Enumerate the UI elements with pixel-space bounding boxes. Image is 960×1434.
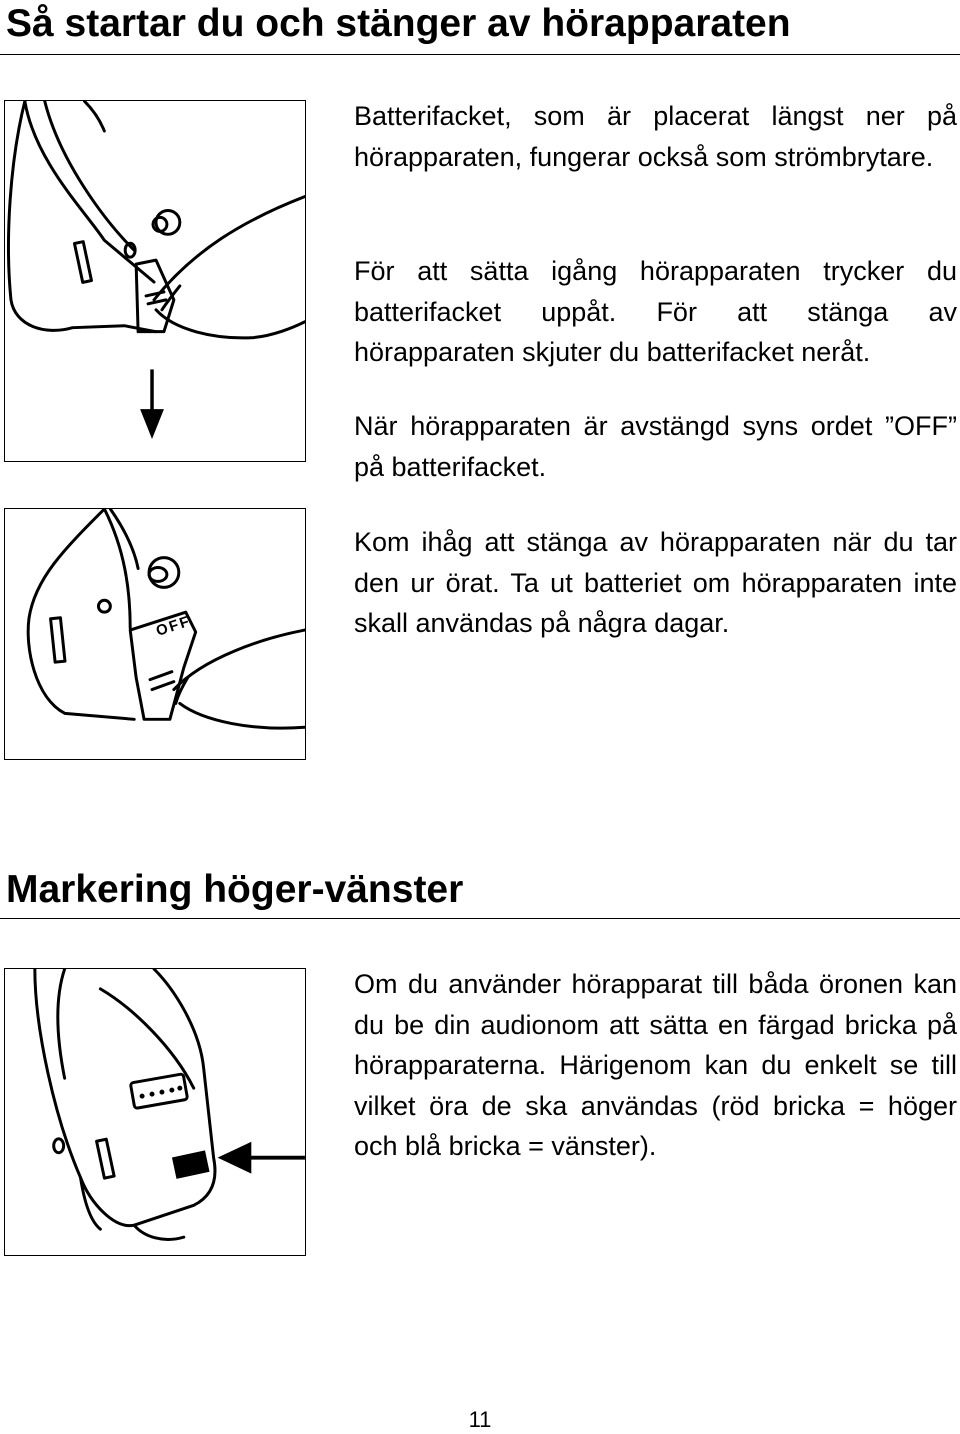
paragraph-battery-door-switch: Batterifacket, som är placerat längst ner på hörapparaten, fungerar också som strömbrytare. — [354, 101, 957, 172]
screw-icon — [98, 600, 110, 612]
screw-icon — [54, 1139, 64, 1153]
section-heading-on-off: Så startar du och stänger av hörapparaten — [6, 2, 791, 45]
paragraph-remember-turn-off: Kom ihåg att stänga av hörapparaten när du tar den ur örat. Ta ut batteriet om hörapparaten inte skall användas på några dagar. — [354, 527, 957, 638]
finger-outline — [154, 197, 305, 300]
hearing-aid-marking-drawing — [5, 969, 305, 1255]
illustration-battery-door-off — [4, 508, 306, 760]
illustration-battery-door-on — [4, 100, 306, 462]
paragraph-color-marking: Om du använder hörapparat till båda öronen kan du be din audionom att sätta en färgad bricka på hörapparaterna. Härigenom kan du enkelt se till vilket öra de ska användas (röd bricka = höger och blå bricka = vänster). — [354, 969, 957, 1161]
section-heading-left-right: Markering höger-vänster — [6, 868, 464, 911]
microphone-slot-icon — [51, 618, 65, 662]
heading-rule — [0, 54, 960, 55]
microphone-slot-icon — [74, 242, 91, 283]
hearing-aid-off-drawing — [5, 509, 305, 759]
serial-plate — [130, 1074, 187, 1109]
heading-rule — [0, 918, 960, 919]
left-arrow-icon — [218, 1142, 305, 1174]
color-marker-plate — [172, 1150, 210, 1178]
page-number: 11 — [468, 1407, 492, 1432]
off-label: OFF — [154, 613, 194, 640]
down-arrow-icon — [140, 369, 164, 439]
illustration-color-marking — [4, 968, 306, 1256]
push-button-icon — [149, 558, 179, 588]
paragraph-turn-on-off: För att sätta igång hörapparaten trycker du batterifacket uppåt. För att stänga av hörapparaten skjuter du batterifacket neråt. — [354, 256, 957, 367]
microphone-slot-icon — [97, 1139, 115, 1178]
paragraph-off-visible: När hörapparaten är avstängd syns ordet ”OFF” på batterifacket. — [354, 411, 957, 482]
hearing-aid-on-drawing — [5, 101, 305, 461]
